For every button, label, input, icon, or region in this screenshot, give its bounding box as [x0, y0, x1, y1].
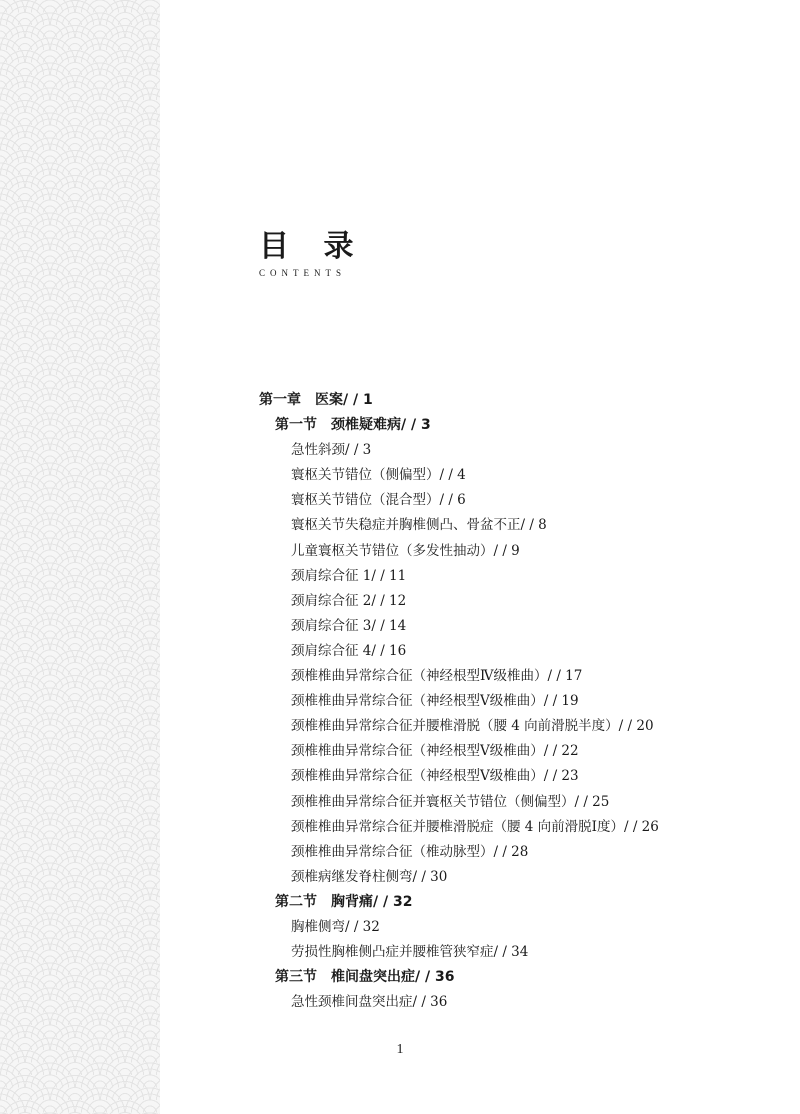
page-title: 目 录: [259, 229, 366, 264]
toc-entry[interactable]: 寰枢关节失稳症并胸椎侧凸、骨盆不正/ / 8: [291, 517, 547, 534]
toc-entry[interactable]: 颈肩综合征 1/ / 11: [291, 567, 407, 584]
toc-entry[interactable]: 急性颈椎间盘突出症/ / 36: [291, 994, 448, 1011]
table-of-contents: [259, 388, 779, 1015]
title-block: [259, 228, 365, 278]
toc-entry[interactable]: 胸椎侧弯/ / 32: [291, 918, 380, 935]
toc-section[interactable]: 第三节 椎间盘突出症/ / 36: [275, 969, 455, 986]
page-subtitle: CONTENTS: [259, 268, 346, 278]
toc-entry[interactable]: 颈肩综合征 4/ / 16: [291, 642, 407, 659]
page-number: 1: [396, 1042, 404, 1057]
toc-entry[interactable]: 劳损性胸椎侧凸症并腰椎管狭窄症/ / 34: [291, 944, 529, 961]
toc-entry[interactable]: 颈肩综合征 3/ / 14: [291, 617, 407, 634]
toc-section[interactable]: 第二节 胸背痛/ / 32: [275, 893, 413, 910]
toc-entry[interactable]: 颈椎椎曲异常综合征并腰椎滑脱（腰 4 向前滑脱半度）/ / 20: [291, 718, 654, 735]
toc-entry[interactable]: 颈椎椎曲异常综合征（椎动脉型）/ / 28: [291, 843, 529, 860]
toc-section[interactable]: 第一节 颈椎疑难病/ / 3: [275, 417, 431, 434]
toc-chapter[interactable]: 第一章 医案/ / 1: [259, 392, 373, 408]
decorative-wave-pattern: [0, 0, 160, 1114]
toc-entry[interactable]: 寰枢关节错位（侧偏型）/ / 4: [291, 467, 466, 484]
toc-entry[interactable]: 颈椎椎曲异常综合征（神经根型Ⅴ级椎曲）/ / 22: [291, 743, 579, 760]
toc-entry[interactable]: 颈肩综合征 2/ / 12: [291, 592, 407, 609]
toc-entry[interactable]: 颈椎椎曲异常综合征并腰椎滑脱症（腰 4 向前滑脱Ⅰ度）/ / 26: [291, 818, 659, 835]
toc-entry[interactable]: 颈椎椎曲异常综合征（神经根型Ⅳ级椎曲）/ / 17: [291, 668, 583, 685]
toc-entry[interactable]: 颈椎病继发脊柱侧弯/ / 30: [291, 868, 448, 885]
toc-entry[interactable]: 颈椎椎曲异常综合征并寰枢关节错位（侧偏型）/ / 25: [291, 793, 610, 810]
toc-entry[interactable]: 颈椎椎曲异常综合征（神经根型Ⅴ级椎曲）/ / 19: [291, 693, 579, 710]
toc-entry[interactable]: 儿童寰枢关节错位（多发性抽动）/ / 9: [291, 542, 520, 559]
toc-entry[interactable]: 颈椎椎曲异常综合征（神经根型Ⅴ级椎曲）/ / 23: [291, 768, 579, 785]
toc-entry[interactable]: 急性斜颈/ / 3: [291, 442, 372, 459]
toc-entry[interactable]: 寰枢关节错位（混合型）/ / 6: [291, 492, 466, 509]
